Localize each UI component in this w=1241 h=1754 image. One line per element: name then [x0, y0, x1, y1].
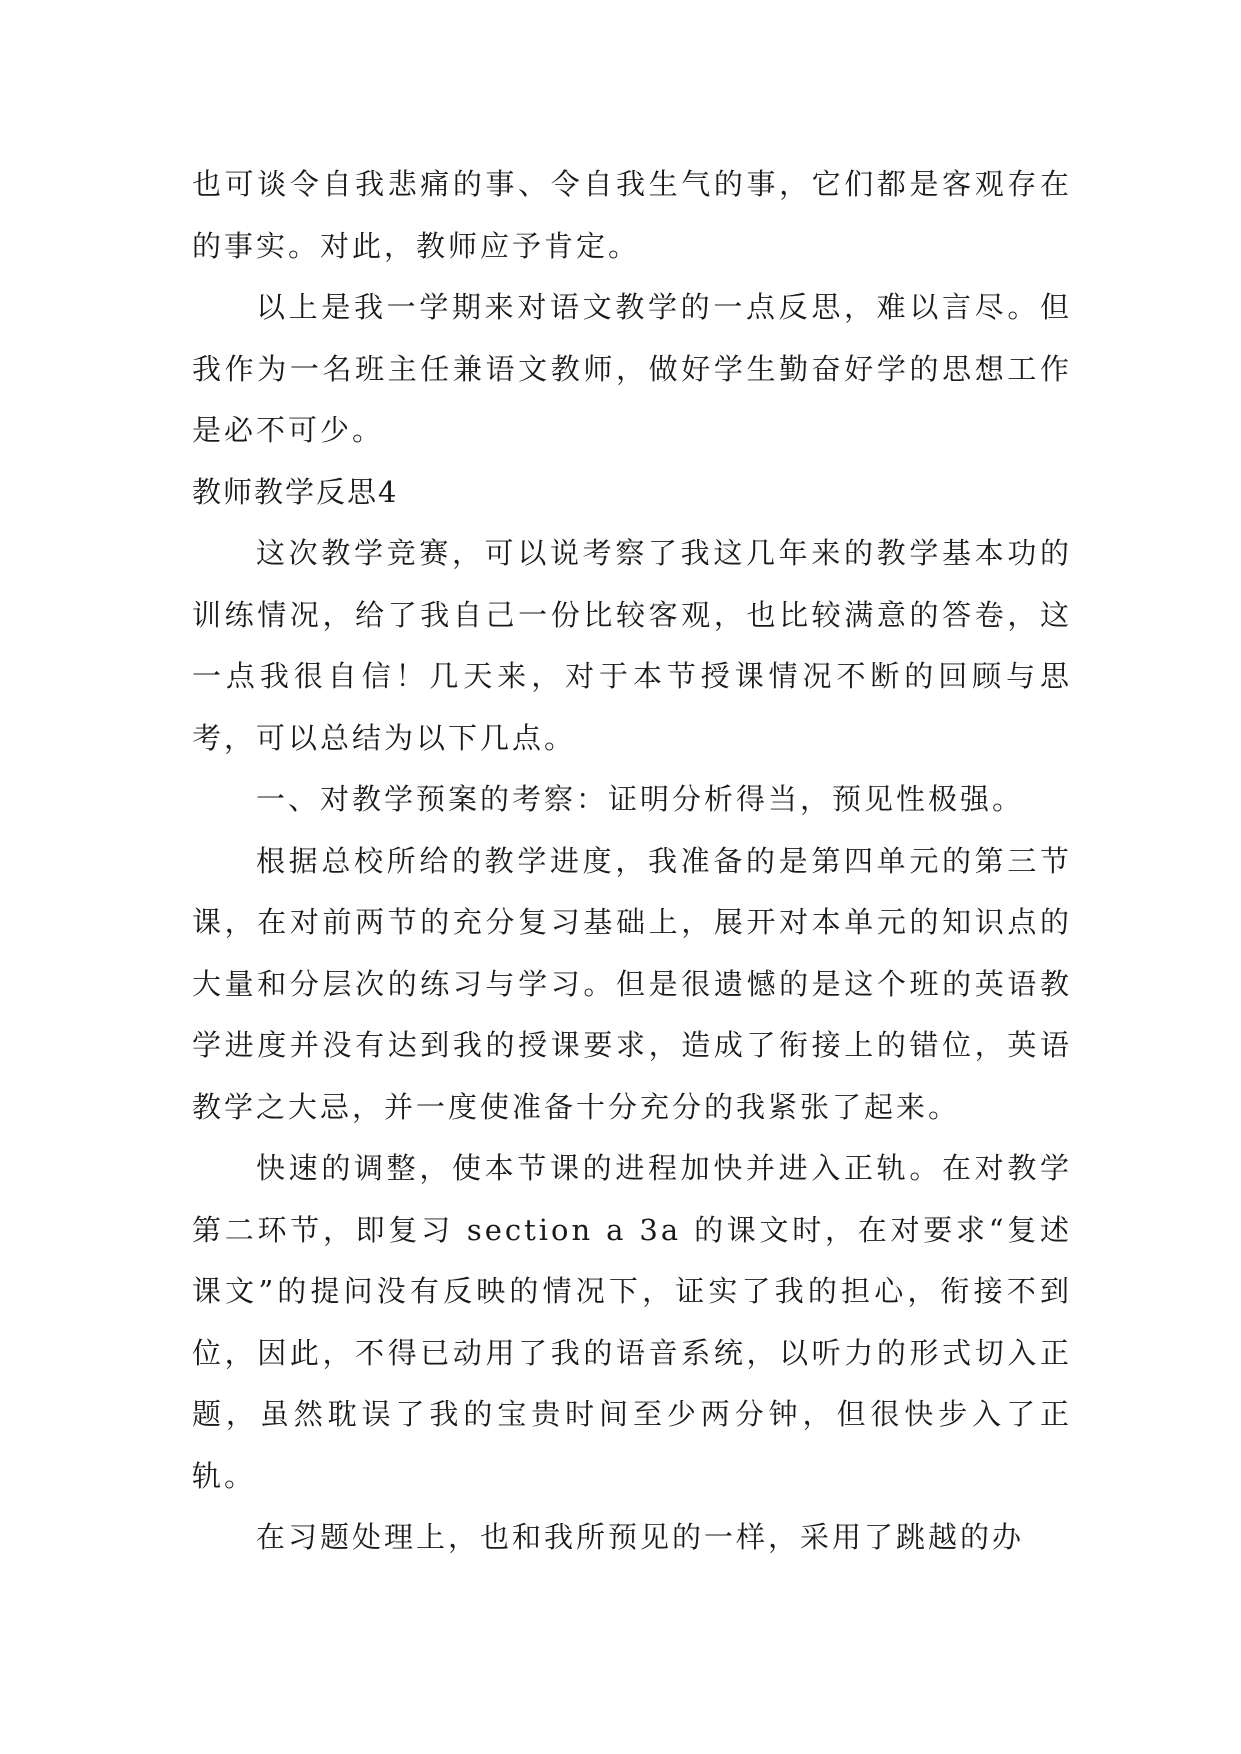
paragraph-point-one: 一、对教学预案的考察：证明分析得当，预见性极强。 [256, 782, 1025, 816]
paragraph-teaching-progress: 根据总校所给的教学进度，我准备的是第四单元的第三节课，在对前两节的充分复习基础上，展开对本单元的知识点的大量和分层次的练习与学习。但是很遗憾的是这个班的英语教学进度并没有达到我的授课要求，造成了衔接上的错位，英语教学之大忌，并一度使准备十分充分的我紧张了起来。 [192, 843, 1072, 1124]
section-heading: 教师教学反思4 [192, 474, 399, 509]
document-body [192, 154, 1072, 1569]
paragraph-continuation: 也可谈令自我悲痛的事、令自我生气的事，它们都是客观存在的事实。对此，教师应予肯定。 [192, 167, 1072, 263]
paragraph-reflection-summary: 以上是我一学期来对语文教学的一点反思，难以言尽。但我作为一名班主任兼语文教师，做好学生勤奋好学的思想工作是必不可少。 [192, 290, 1072, 447]
paragraph-exercise-handling: 在习题处理上，也和我所预见的一样，采用了跳越的办 [256, 1520, 1025, 1554]
paragraph-quick-adjustment: 快速的调整，使本节课的进程加快并进入正轨。在对教学第二环节，即复习 section a 3a 的课文时，在对要求“复述课文”的提问没有反映的情况下，证实了我的担心，衔接不到位，因此，不得已动用了我的语音系统，以听力的形式切入正题，虽然耽误了我的宝贵时间至少两分钟，但很快步入了正轨。 [192, 1151, 1072, 1493]
paragraph-competition-intro: 这次教学竞赛，可以说考察了我这几年来的教学基本功的训练情况，给了我自己一份比较客观，也比较满意的答卷，这一点我很自信！几天来，对于本节授课情况不断的回顾与思考，可以总结为以下几点。 [192, 536, 1072, 755]
